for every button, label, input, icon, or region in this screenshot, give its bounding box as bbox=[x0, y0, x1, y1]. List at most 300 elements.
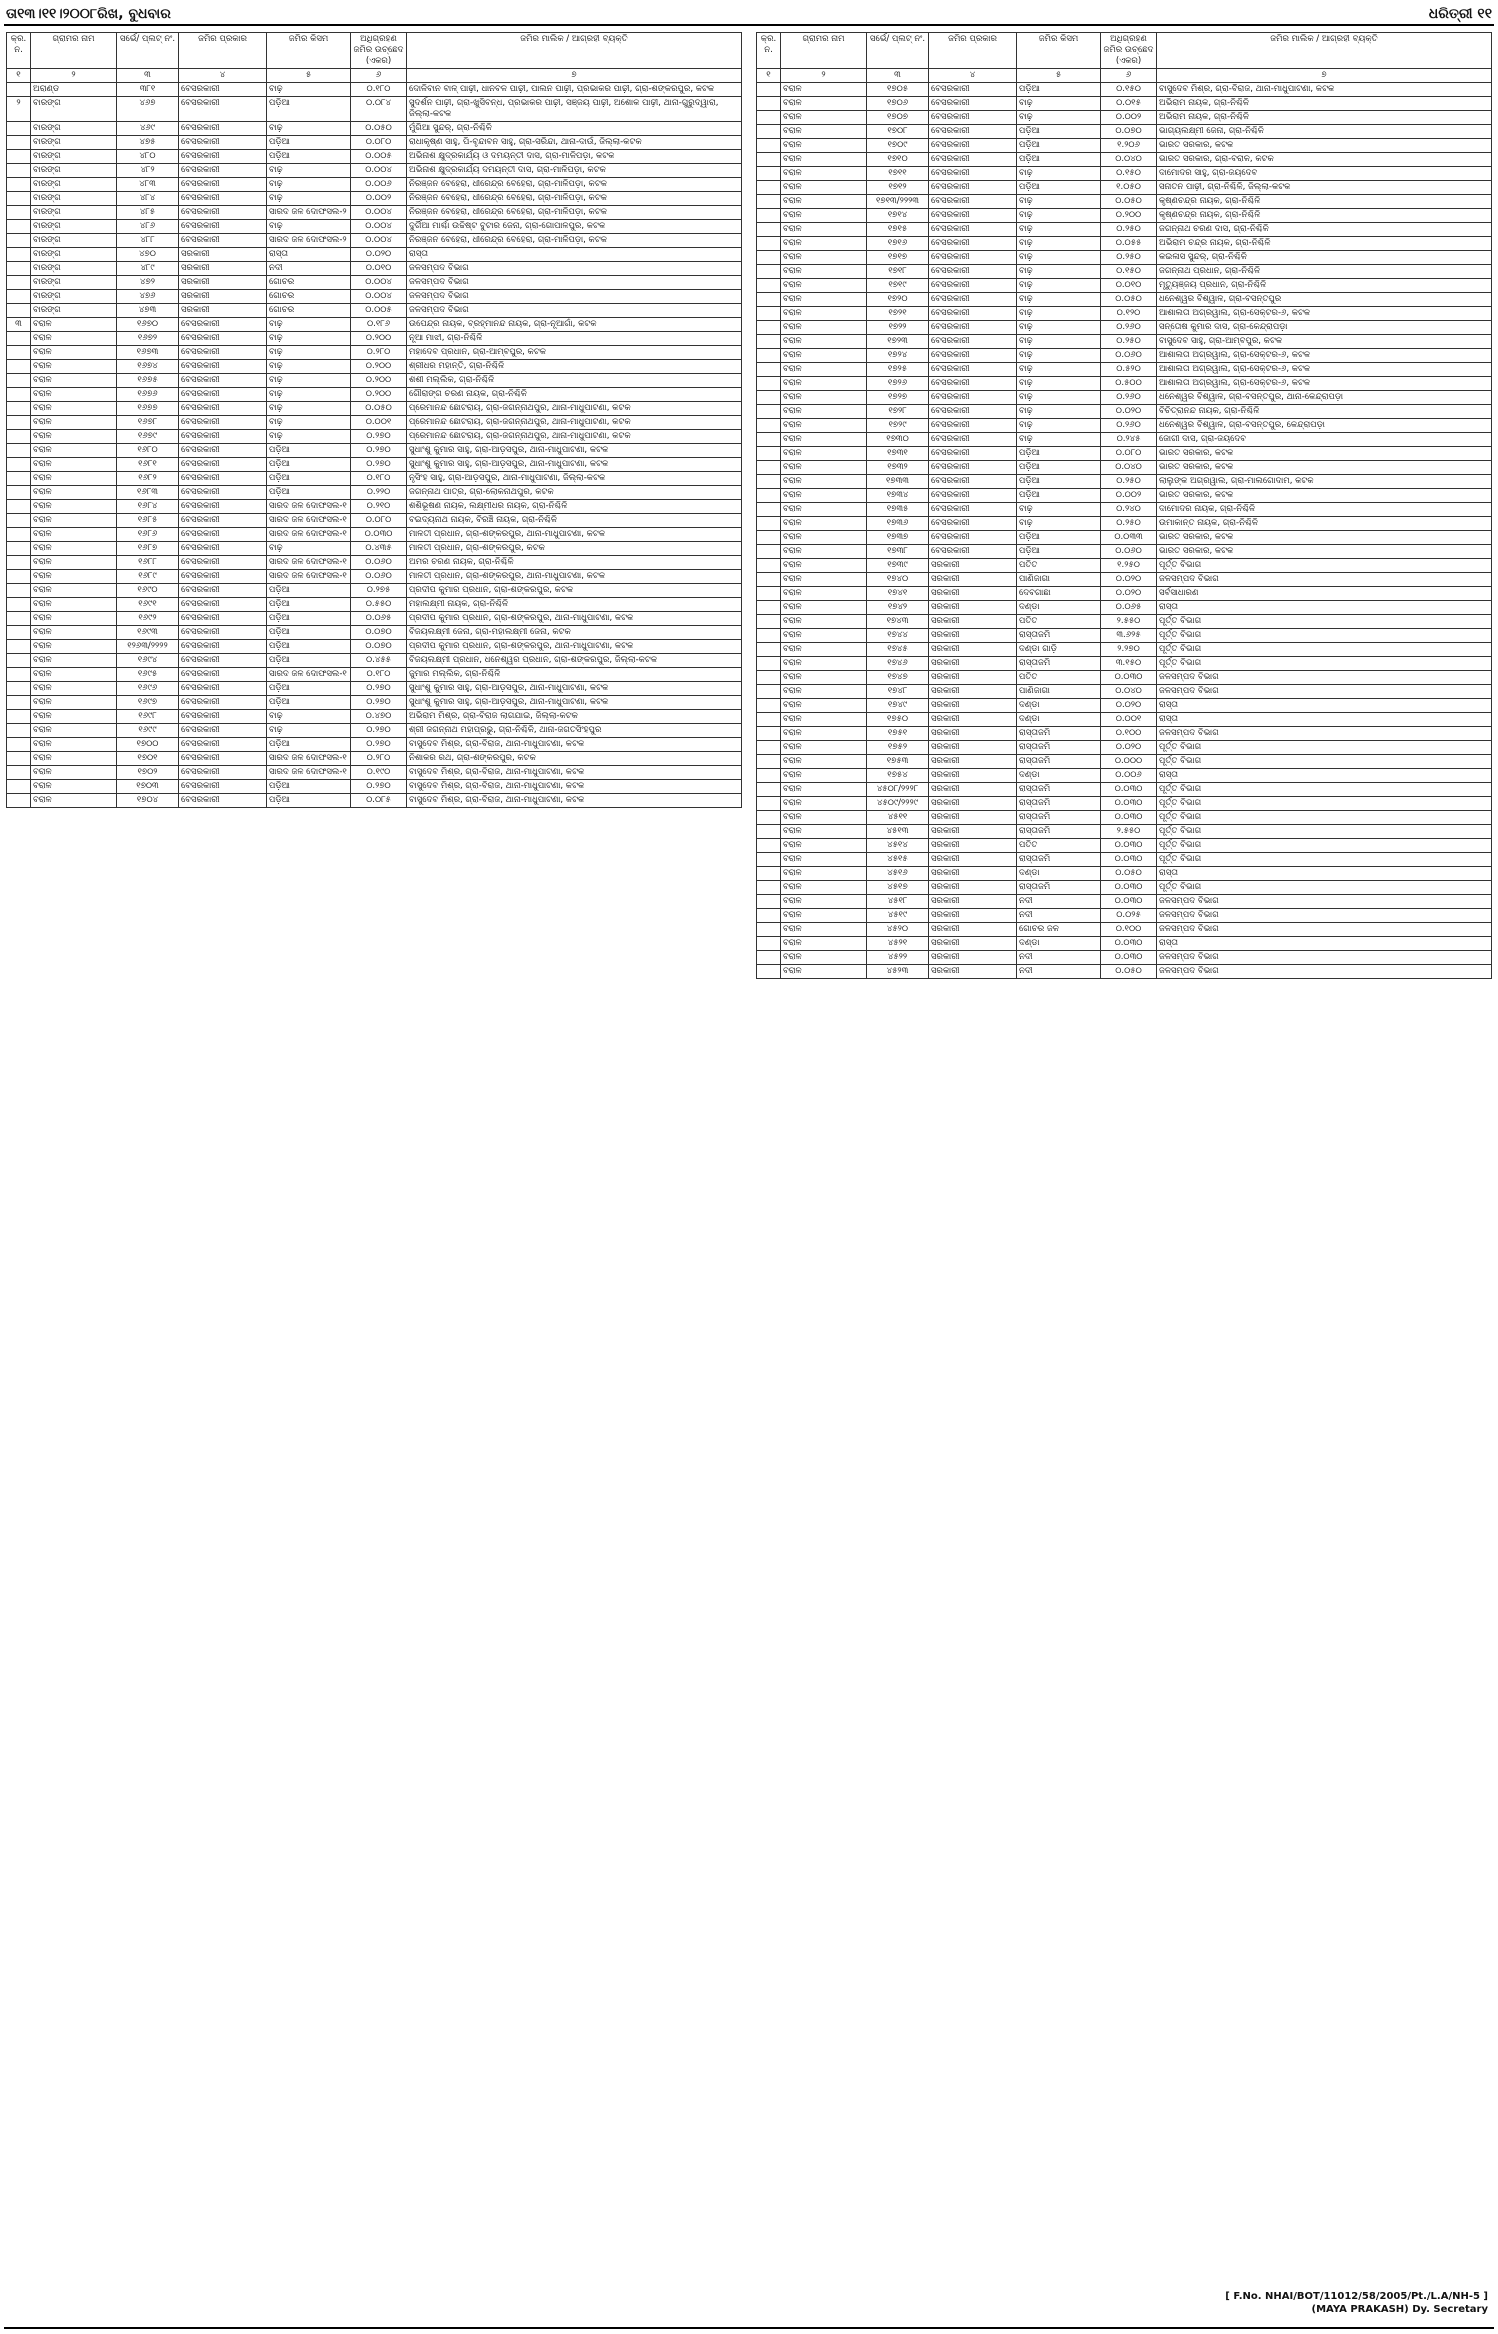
kisam-cell: ରାସ୍ତାଜମି bbox=[1017, 797, 1101, 811]
owner-cell: ଅଭିରାମ ଚନ୍ଦ୍ର ନାୟକ, ଗ୍ରା-ନିଶ୍ଚିଳି bbox=[1157, 237, 1492, 251]
serial-cell bbox=[757, 209, 781, 223]
table-row bbox=[7, 290, 742, 304]
village-cell: ବରାଳ bbox=[781, 503, 867, 517]
serial-cell bbox=[7, 122, 31, 136]
plot-cell: ୧୭୦୦ bbox=[117, 738, 179, 752]
kisam-cell: ଦଣ୍ଡା bbox=[1017, 699, 1101, 713]
kisam-cell: ବାଢ଼ bbox=[267, 220, 351, 234]
kisam-cell: ବାଢ଼ bbox=[1017, 433, 1101, 447]
serial-cell bbox=[757, 307, 781, 321]
owner-cell: ମାଳତୀ ପ୍ରଧାନ, ଗ୍ରା-ଶଙ୍କରପୁର, କଟକ bbox=[407, 542, 742, 556]
village-cell: ବରାଳ bbox=[781, 167, 867, 181]
serial-cell bbox=[757, 517, 781, 531]
table-row bbox=[757, 601, 1492, 615]
plot-cell: ୪୫୦୯/୨୨୨୯ bbox=[867, 797, 929, 811]
village-cell: ବରାଳ bbox=[781, 489, 867, 503]
village-cell: ବରାଳ bbox=[781, 713, 867, 727]
area-cell: ୦.୦୮୫ bbox=[351, 794, 407, 808]
land-type-cell: ସରକାରୀ bbox=[929, 853, 1017, 867]
plot-cell: ୧୬୮୫ bbox=[117, 514, 179, 528]
area-cell: ୦.୦୦୧ bbox=[1101, 713, 1157, 727]
area-cell: ୦.୧୫୦ bbox=[1101, 265, 1157, 279]
village-cell: ବରାଳ bbox=[781, 909, 867, 923]
land-type-cell: ବେସରକାରୀ bbox=[179, 192, 267, 206]
table-row bbox=[757, 321, 1492, 335]
area-cell: ୦.୦୩୦ bbox=[1101, 895, 1157, 909]
area-cell: ୦.୦୭୦ bbox=[351, 640, 407, 654]
kisam-cell: ବାଢ଼ bbox=[1017, 405, 1101, 419]
owner-cell: ଅଭିନାଶ କ୍ଷୁଦ୍ରକାର୍ଯ୍ୟ ଓ ଦମୟନ୍ତୀ ଦାସ, ଗ୍ରା-ମାଳିପଡ଼ା, କଟକ bbox=[407, 150, 742, 164]
village-cell: ବରାଳ bbox=[781, 601, 867, 615]
serial-cell bbox=[7, 654, 31, 668]
plot-cell: ୪୬୭ bbox=[117, 97, 179, 122]
serial-cell bbox=[7, 374, 31, 388]
kisam-cell: ପଡ଼ିଆ bbox=[267, 682, 351, 696]
village-cell: ବରାଳ bbox=[31, 794, 117, 808]
area-cell: ୦.୨୪୫ bbox=[1101, 433, 1157, 447]
owner-cell: ପୂର୍ତ୍ତ ବିଭାଗ bbox=[1157, 825, 1492, 839]
kisam-cell: ବାଢ଼ bbox=[1017, 97, 1101, 111]
land-type-cell: ବେସରକାରୀ bbox=[929, 293, 1017, 307]
land-type-cell: ବେସରକାରୀ bbox=[179, 388, 267, 402]
serial-cell bbox=[7, 178, 31, 192]
plot-cell: ୪୮୯ bbox=[117, 262, 179, 276]
land-type-cell: ବେସରକାରୀ bbox=[179, 430, 267, 444]
land-type-cell: ସରକାରୀ bbox=[929, 741, 1017, 755]
owner-cell: ବାସୁଦେବ ମିଶ୍ର, ଗ୍ରା-ବିରାଜ, ଥାନା-ମାଧୁପାଟଣା, କଟକ bbox=[407, 794, 742, 808]
area-cell: ୦.୦୩୦ bbox=[1101, 839, 1157, 853]
area-cell: ୦.୨୦୦ bbox=[351, 374, 407, 388]
kisam-cell: ସାରଦ ଜଳ ଦୋଫସଲ-୧ bbox=[267, 500, 351, 514]
land-type-cell: ବେସରକାରୀ bbox=[179, 640, 267, 654]
serial-cell bbox=[757, 797, 781, 811]
table-row bbox=[757, 531, 1492, 545]
area-cell: ୦.୨୪୦ bbox=[1101, 503, 1157, 517]
owner-cell: ପୂର୍ତ୍ତ ବିଭାଗ bbox=[1157, 881, 1492, 895]
area-cell: ୧.୨୫୦ bbox=[1101, 559, 1157, 573]
plot-cell: ୧୬୮୮ bbox=[117, 556, 179, 570]
kisam-cell: ନଦୀ bbox=[1017, 951, 1101, 965]
serial-cell bbox=[7, 724, 31, 738]
plot-cell: ୧୬୭୯ bbox=[117, 430, 179, 444]
village-cell: ବରାଳ bbox=[781, 209, 867, 223]
area-cell: ୨.୫୫୦ bbox=[1101, 825, 1157, 839]
plot-cell: ୪୫୦୮/୨୨୨୮ bbox=[867, 783, 929, 797]
plot-cell: ୪୮୩ bbox=[117, 178, 179, 192]
owner-cell: ପ୍ରଦୀପ କୁମାର ପ୍ରଧାନ, ଗ୍ରା-ଶଙ୍କରପୁର, କଟକ bbox=[407, 584, 742, 598]
village-cell: ବରାଳ bbox=[31, 332, 117, 346]
serial-cell bbox=[757, 125, 781, 139]
table-row bbox=[757, 615, 1492, 629]
village-cell: ବରାଳ bbox=[781, 517, 867, 531]
owner-cell: ଅଭିନାଶ କ୍ଷୁଦ୍ରକାର୍ଯ୍ୟ ଦମୟନ୍ତୀ ଦାସ, ଗ୍ରା-ମାଳିପଡ଼ା, କଟକ bbox=[407, 164, 742, 178]
owner-cell: ଦାମୋଦର ନାୟକ, ଗ୍ରା-ନିଶ୍ଚିଳି bbox=[1157, 503, 1492, 517]
owner-cell: ଆଶାଲତା ଅଗ୍ରୱାଲ, ଗ୍ରା-ସେକ୍ଟର-୬, କଟକ bbox=[1157, 363, 1492, 377]
owner-cell: ସୁଧାଂଶୁ କୁମାର ସାହୁ, ଗ୍ରା-ଆଡ଼ସପୁର, ଥାନା-ମାଧୁପାଟଣା, କଟକ bbox=[407, 444, 742, 458]
kisam-cell: ବାଢ଼ bbox=[267, 192, 351, 206]
serial-cell bbox=[757, 321, 781, 335]
kisam-cell: ସାରଦ ଜଳ ଦୋଫସଲ-୨ bbox=[267, 234, 351, 248]
owner-cell: ଉପେନ୍ଦ୍ର ନାୟକ, ବ୍ରହ୍ମାନନ୍ଦ ନାୟକ, ଗ୍ରା-ନୂଆଗାଁ, କଟକ bbox=[407, 318, 742, 332]
area-cell: ୦.୫୫୦ bbox=[351, 598, 407, 612]
owner-cell: ଭାରତ ସରକାର, କଟକ bbox=[1157, 489, 1492, 503]
village-cell: ବରାଳ bbox=[31, 360, 117, 374]
serial-cell bbox=[757, 895, 781, 909]
serial-cell bbox=[757, 601, 781, 615]
owner-cell: ମହାଦେବ ପ୍ରଧାନ, ଗ୍ରା-ଆମ୍ବପୁର, କଟକ bbox=[407, 346, 742, 360]
land-type-cell: ବେସରକାରୀ bbox=[179, 584, 267, 598]
village-cell: ବାରଙ୍ଗ bbox=[31, 234, 117, 248]
area-cell: ୦.୧୮୦ bbox=[351, 83, 407, 97]
serial-cell bbox=[7, 444, 31, 458]
land-type-cell: ସରକାରୀ bbox=[929, 937, 1017, 951]
owner-cell: ସୁଦର୍ଶନ ପାଢ଼ୀ, ଗ୍ରା-ଖୁସିବନ୍ଧ, ପ୍ରଭାକର ପାଢ଼ୀ, ସଞ୍ଜୟ ପାଢ଼ୀ, ଅଶୋକ ପାଢ଼ୀ, ଥାନା-ଗୁରୁଦ୍ୱାରା, ଜିଲ୍ଲା-କଟକ bbox=[407, 97, 742, 122]
plot-cell: ୧୭୨୦ bbox=[867, 293, 929, 307]
area-cell: ୦.୦୦୧ bbox=[351, 416, 407, 430]
owner-cell: ରାସ୍ତା bbox=[1157, 867, 1492, 881]
table-row bbox=[757, 853, 1492, 867]
owner-cell: ନିରଞ୍ଜନ ବେହେରା, ଧୀରେନ୍ଦ୍ର ବେହେରା, ଗ୍ରା-ମାଳିପଡ଼ା, କଟକ bbox=[407, 206, 742, 220]
plot-cell: ୧୬୯୨ bbox=[117, 612, 179, 626]
plot-cell: ୧୭୪୬ bbox=[867, 657, 929, 671]
header-rule bbox=[4, 24, 1494, 26]
area-cell: ୦.୨୭୦ bbox=[351, 444, 407, 458]
serial-cell bbox=[757, 615, 781, 629]
column-header: ଗ୍ରାମର ନାମ bbox=[781, 33, 867, 69]
plot-cell: ୪୫୨୩ bbox=[867, 965, 929, 979]
serial-cell bbox=[757, 839, 781, 853]
kisam-cell: ବାଢ଼ bbox=[267, 318, 351, 332]
village-cell: ବରାଳ bbox=[781, 699, 867, 713]
area-cell: ୦.୨୮୦ bbox=[351, 752, 407, 766]
serial-cell bbox=[757, 181, 781, 195]
kisam-cell: ବାଢ଼ bbox=[1017, 279, 1101, 293]
owner-cell: ରାସ୍ତା bbox=[1157, 601, 1492, 615]
kisam-cell: ଗୋଚର bbox=[267, 304, 351, 318]
village-cell: ବରାଳ bbox=[781, 937, 867, 951]
table-row bbox=[757, 629, 1492, 643]
serial-cell bbox=[757, 251, 781, 265]
kisam-cell: ପଡ଼ିଆ bbox=[267, 640, 351, 654]
village-cell: ବରାଳ bbox=[31, 542, 117, 556]
village-cell: ବରାଳ bbox=[781, 447, 867, 461]
plot-cell: ୪୫୨୦ bbox=[867, 923, 929, 937]
column-number: ୧ bbox=[7, 69, 31, 83]
area-cell: ୦.୦୮୪ bbox=[351, 97, 407, 122]
serial-cell bbox=[757, 965, 781, 979]
owner-cell: ପୂର୍ତ୍ତ ବିଭାଗ bbox=[1157, 559, 1492, 573]
column-header: ଅଧିଗ୍ରହଣ ଜମିର ଉଚ୍ଛେଦ (ଏକର) bbox=[1101, 33, 1157, 69]
land-type-cell: ବେସରକାରୀ bbox=[179, 318, 267, 332]
area-cell: ୦.୦୩୦ bbox=[351, 528, 407, 542]
plot-cell: ୧୬୯୦ bbox=[117, 584, 179, 598]
owner-cell: ବାସୁଦେବ ମିଶ୍ର, ଗ୍ରା-ବିରାଜ, ଥାନା-ମାଧୁପାଟଣା, କଟକ bbox=[407, 766, 742, 780]
village-cell: ବରାଳ bbox=[781, 265, 867, 279]
serial-cell bbox=[7, 416, 31, 430]
area-cell: ୦.୧୫୦ bbox=[1101, 83, 1157, 97]
serial-cell bbox=[757, 223, 781, 237]
serial-cell bbox=[7, 640, 31, 654]
owner-cell: ପ୍ରେମାନନ୍ଦ ଛୋଟରାୟ, ଗ୍ରା-ଜଗନ୍ନାଥପୁର, ଥାନା-ମାଧୁପାଟଣା, କଟକ bbox=[407, 402, 742, 416]
village-cell: ବରାଳ bbox=[781, 83, 867, 97]
signatory: (MAYA PRAKASH) Dy. Secretary bbox=[1311, 2304, 1488, 2315]
table-row bbox=[757, 475, 1492, 489]
land-type-cell: ବେସରକାରୀ bbox=[929, 307, 1017, 321]
plot-cell: ୧୭୩୯ bbox=[867, 559, 929, 573]
column-header: କ୍ର. ନ. bbox=[757, 33, 781, 69]
village-cell: ବରାଳ bbox=[31, 388, 117, 402]
owner-cell: ଅଭିରାମ ନାୟକ, ଗ୍ରା-ନିଶ୍ଚିଳି bbox=[1157, 111, 1492, 125]
owner-cell: ଜଳସମ୍ପଦ ବିଭାଗ bbox=[407, 262, 742, 276]
land-type-cell: ସରକାରୀ bbox=[929, 615, 1017, 629]
village-cell: ବରାଳ bbox=[31, 710, 117, 724]
table-row bbox=[757, 517, 1492, 531]
village-cell: ବରାଳ bbox=[31, 472, 117, 486]
land-type-cell: ବେସରକାରୀ bbox=[179, 83, 267, 97]
village-cell: ବାରଙ୍ଗ bbox=[31, 220, 117, 234]
land-type-cell: ବେସରକାରୀ bbox=[929, 503, 1017, 517]
area-cell: ୦.୨୭୦ bbox=[351, 696, 407, 710]
kisam-cell: ବାଢ଼ bbox=[1017, 517, 1101, 531]
village-cell: ବରାଳ bbox=[781, 461, 867, 475]
area-cell: ୦.୨୬୦ bbox=[1101, 391, 1157, 405]
table-row bbox=[757, 867, 1492, 881]
serial-cell bbox=[757, 531, 781, 545]
area-cell: ୦.୦୭୦ bbox=[351, 626, 407, 640]
serial-cell bbox=[7, 290, 31, 304]
kisam-cell: ବାଢ଼ bbox=[267, 178, 351, 192]
owner-cell: ନୂଆ ମାଝୀ, ଗ୍ରା-ନିଶ୍ଚିଳି bbox=[407, 332, 742, 346]
owner-cell: ନିରଞ୍ଜନ ବେହେରା, ଧୀରେନ୍ଦ୍ର ବେହେରା, ଗ୍ରା-ମାଳିପଡ଼ା, କଟକ bbox=[407, 178, 742, 192]
table-row bbox=[757, 573, 1492, 587]
table-row bbox=[7, 500, 742, 514]
plot-cell: ୪୫୨୧ bbox=[867, 937, 929, 951]
area-cell: ୧.୦୫୦ bbox=[1101, 181, 1157, 195]
village-cell: ବରାଳ bbox=[781, 629, 867, 643]
serial-cell bbox=[757, 713, 781, 727]
village-cell: ବରାଳ bbox=[781, 405, 867, 419]
plot-cell: ୧୬୮୭ bbox=[117, 542, 179, 556]
kisam-cell: ଦଣ୍ଡା ଗାଡ଼ି bbox=[1017, 643, 1101, 657]
serial-cell bbox=[757, 111, 781, 125]
table-row bbox=[7, 304, 742, 318]
plot-cell: ୧୭୦୨ bbox=[117, 766, 179, 780]
serial-cell bbox=[757, 475, 781, 489]
area-cell: ୦.୦୭୦ bbox=[1101, 125, 1157, 139]
plot-cell: ୧୭୦୬ bbox=[867, 97, 929, 111]
column-header: ଜମିର ମାଲିକ / ଆଗ୍ରହୀ ବ୍ୟକ୍ତି bbox=[1157, 33, 1492, 69]
serial-cell bbox=[7, 220, 31, 234]
serial-cell bbox=[7, 234, 31, 248]
land-type-cell: ବେସରକାରୀ bbox=[179, 570, 267, 584]
plot-cell: ୧୭୨୩ bbox=[867, 335, 929, 349]
kisam-cell: ପଡ଼ିଆ bbox=[267, 598, 351, 612]
column-number: ୧ bbox=[757, 69, 781, 83]
village-cell: ବରାଳ bbox=[31, 626, 117, 640]
table-row bbox=[757, 797, 1492, 811]
table-row bbox=[757, 433, 1492, 447]
village-cell: ବରାଳ bbox=[781, 97, 867, 111]
area-cell: ୦.୪୭୦ bbox=[351, 710, 407, 724]
table-row bbox=[757, 769, 1492, 783]
kisam-cell: ବାଢ଼ bbox=[1017, 209, 1101, 223]
owner-cell: ରାସ୍ତା bbox=[1157, 937, 1492, 951]
serial-cell bbox=[757, 335, 781, 349]
kisam-cell: ପତିତ bbox=[1017, 615, 1101, 629]
table-row bbox=[7, 542, 742, 556]
land-type-cell: ବେସରକାରୀ bbox=[179, 346, 267, 360]
area-cell: ୦.୦୩୦ bbox=[1101, 797, 1157, 811]
kisam-cell: ପଡ଼ିଆ bbox=[267, 794, 351, 808]
area-cell: ୦.୨୫୦ bbox=[1101, 517, 1157, 531]
serial-cell bbox=[7, 136, 31, 150]
owner-cell: ସୁଧାଂଶୁ କୁମାର ସାହୁ, ଗ୍ରା-ଆଡ଼ସପୁର, ଥାନା-ମାଧୁପାଟଣା, କଟକ bbox=[407, 696, 742, 710]
table-row bbox=[757, 559, 1492, 573]
plot-cell: ୪୫୧୭ bbox=[867, 881, 929, 895]
kisam-cell: ବାଢ଼ bbox=[267, 83, 351, 97]
table-row bbox=[7, 192, 742, 206]
plot-cell: ୪୮୬ bbox=[117, 220, 179, 234]
kisam-cell: ବାଢ଼ bbox=[267, 416, 351, 430]
village-cell: ବରାଳ bbox=[781, 307, 867, 321]
land-type-cell: ବେସରକାରୀ bbox=[179, 724, 267, 738]
serial-cell bbox=[7, 472, 31, 486]
area-cell: ୦.୦୨୫ bbox=[1101, 909, 1157, 923]
plot-cell: ୪୭୨ bbox=[117, 276, 179, 290]
serial-cell bbox=[7, 598, 31, 612]
land-type-cell: ସରକାରୀ bbox=[929, 629, 1017, 643]
area-cell: ୦.୦୫୦ bbox=[1101, 867, 1157, 881]
village-cell: ବରାଳ bbox=[31, 598, 117, 612]
owner-cell: ପ୍ରଦୀପ କୁମାର ପ୍ରଧାନ, ଗ୍ରା-ଶଙ୍କରପୁର, ଥାନା-ମାଧୁପାଟଣା, କଟକ bbox=[407, 612, 742, 626]
owner-cell: କୃଷ୍ଣଚନ୍ଦ୍ର ନାୟକ, ଗ୍ରା-ନିଶ୍ଚିଳି bbox=[1157, 195, 1492, 209]
kisam-cell: ପତିତ bbox=[1017, 671, 1101, 685]
plot-cell: ୧୭୪୮ bbox=[867, 685, 929, 699]
plot-cell: ୧୭୧୭ bbox=[867, 251, 929, 265]
owner-cell: ଅଭିରାମ ମିଶ୍ର, ଗ୍ରା-ବିରାଜ ଲାଗଯାଇ, ଜିଲ୍ଲା-କଟକ bbox=[407, 710, 742, 724]
kisam-cell: ସାରଦ ଜଳ ଦୋଫସଲ-୧ bbox=[267, 570, 351, 584]
land-type-cell: ବେସରକାରୀ bbox=[929, 349, 1017, 363]
column-number: ୩ bbox=[117, 69, 179, 83]
serial-cell bbox=[7, 584, 31, 598]
land-type-cell: ବେସରକାରୀ bbox=[179, 738, 267, 752]
kisam-cell: ପଡ଼ିଆ bbox=[267, 150, 351, 164]
area-cell: ୦.୦୦୫ bbox=[351, 304, 407, 318]
owner-cell: ଜଳସମ୍ପଦ ବିଭାଗ bbox=[1157, 685, 1492, 699]
village-cell: ବରାଳ bbox=[31, 374, 117, 388]
owner-cell: ମାଳତୀ ପ୍ରଧାନ, ଗ୍ରା-ଶଙ୍କରପୁର, ଥାନା-ମାଧୁପାଟଣା, କଟକ bbox=[407, 528, 742, 542]
land-type-cell: ବେସରକାରୀ bbox=[179, 556, 267, 570]
table-row bbox=[757, 251, 1492, 265]
land-type-cell: ସରକାରୀ bbox=[179, 248, 267, 262]
column-header: ଜମିର କିସମ bbox=[267, 33, 351, 69]
table-row bbox=[757, 783, 1492, 797]
serial-cell bbox=[7, 752, 31, 766]
plot-cell: ୧୭୩୮ bbox=[867, 545, 929, 559]
plot-cell: ୪୫୧୩ bbox=[867, 825, 929, 839]
table-row bbox=[757, 951, 1492, 965]
serial-cell bbox=[757, 545, 781, 559]
area-cell: ୦.୦୨୦ bbox=[1101, 741, 1157, 755]
plot-cell: ୧୭୨୨ bbox=[867, 321, 929, 335]
land-type-cell: ସରକାରୀ bbox=[929, 881, 1017, 895]
area-cell: ୦.୦୨୦ bbox=[1101, 587, 1157, 601]
plot-cell: ୧୭୨୫ bbox=[867, 363, 929, 377]
land-type-cell: ବେସରକାରୀ bbox=[929, 531, 1017, 545]
village-cell: ବରାଳ bbox=[31, 668, 117, 682]
serial-cell bbox=[757, 951, 781, 965]
serial-cell bbox=[757, 769, 781, 783]
kisam-cell: ରାସ୍ତାଜମି bbox=[1017, 755, 1101, 769]
table-row bbox=[757, 167, 1492, 181]
page-label: ଧରିତ୍ରୀ ୧୧ bbox=[1428, 6, 1492, 22]
village-cell: ବାରଙ୍ଗ bbox=[31, 192, 117, 206]
plot-cell: ୪୫୧୧ bbox=[867, 811, 929, 825]
plot-cell: ୧୬୯୮ bbox=[117, 710, 179, 724]
kisam-cell: ବାଢ଼ bbox=[1017, 377, 1101, 391]
kisam-cell: ଦେବଗାଛା bbox=[1017, 587, 1101, 601]
owner-cell: ପୂର୍ତ୍ତ ବିଭାଗ bbox=[1157, 853, 1492, 867]
plot-cell: ୧୭୫୦ bbox=[867, 713, 929, 727]
land-type-cell: ସରକାରୀ bbox=[929, 909, 1017, 923]
kisam-cell: ପଡ଼ିଆ bbox=[267, 612, 351, 626]
area-cell: ୦.୨୦୦ bbox=[351, 360, 407, 374]
land-type-cell: ବେସରକାରୀ bbox=[929, 251, 1017, 265]
area-cell: ୦.୦୦୦ bbox=[1101, 755, 1157, 769]
land-type-cell: ବେସରକାରୀ bbox=[929, 153, 1017, 167]
owner-cell: ସର୍ବସାଧାରଣ bbox=[1157, 587, 1492, 601]
kisam-cell: ବାଢ଼ bbox=[267, 710, 351, 724]
serial-cell bbox=[757, 461, 781, 475]
village-cell: ବରାଳ bbox=[781, 853, 867, 867]
owner-cell: କୃଷ୍ଣଚନ୍ଦ୍ର ନାୟକ, ଗ୍ରା-ନିଶ୍ଚିଳି bbox=[1157, 209, 1492, 223]
area-cell: ୦.୨୭୦ bbox=[351, 682, 407, 696]
area-cell: ୦.୨୮୦ bbox=[351, 346, 407, 360]
area-cell: ୨.୨୭୦ bbox=[1101, 643, 1157, 657]
land-type-cell: ବେସରକାରୀ bbox=[929, 265, 1017, 279]
notification-footer bbox=[1225, 2290, 1488, 2316]
land-type-cell: ସରକାରୀ bbox=[929, 783, 1017, 797]
serial-cell bbox=[7, 780, 31, 794]
serial-cell bbox=[7, 458, 31, 472]
plot-cell: ୧୭୦୯ bbox=[867, 139, 929, 153]
owner-cell: ଜଳସମ୍ପଦ ବିଭାଗ bbox=[407, 304, 742, 318]
serial-cell bbox=[7, 696, 31, 710]
kisam-cell: ପଡ଼ିଆ bbox=[267, 654, 351, 668]
kisam-cell: ବାଢ଼ bbox=[267, 164, 351, 178]
village-cell: ବରାଳ bbox=[31, 458, 117, 472]
owner-cell: ଜଳସମ୍ପଦ ବିଭାଗ bbox=[1157, 965, 1492, 979]
village-cell: ବାରଙ୍ଗ bbox=[31, 248, 117, 262]
land-type-cell: ସରକାରୀ bbox=[929, 769, 1017, 783]
serial-cell bbox=[757, 265, 781, 279]
table-row bbox=[757, 839, 1492, 853]
column-number: ୪ bbox=[179, 69, 267, 83]
area-cell: ୦.୦୮୦ bbox=[1101, 447, 1157, 461]
land-type-cell: ସରକାରୀ bbox=[929, 895, 1017, 909]
serial-cell bbox=[7, 360, 31, 374]
kisam-cell: ବାଢ଼ bbox=[1017, 363, 1101, 377]
village-cell: ବରାଳ bbox=[781, 881, 867, 895]
plot-cell: ୧୭୪୯ bbox=[867, 699, 929, 713]
plot-cell: ୧୬୯୪ bbox=[117, 654, 179, 668]
table-row bbox=[7, 598, 742, 612]
land-type-cell: ବେସରକାରୀ bbox=[179, 444, 267, 458]
area-cell: ୦.୪୫୫ bbox=[351, 654, 407, 668]
column-number: ୭ bbox=[1157, 69, 1492, 83]
owner-cell: ବାସୁଦେବ ମିଶ୍ର, ଗ୍ରା-ବିରାଜ, ଥାନା-ମାଧୁପାଟଣା, କଟକ bbox=[1157, 83, 1492, 97]
plot-cell: ୪୫୧୪ bbox=[867, 839, 929, 853]
